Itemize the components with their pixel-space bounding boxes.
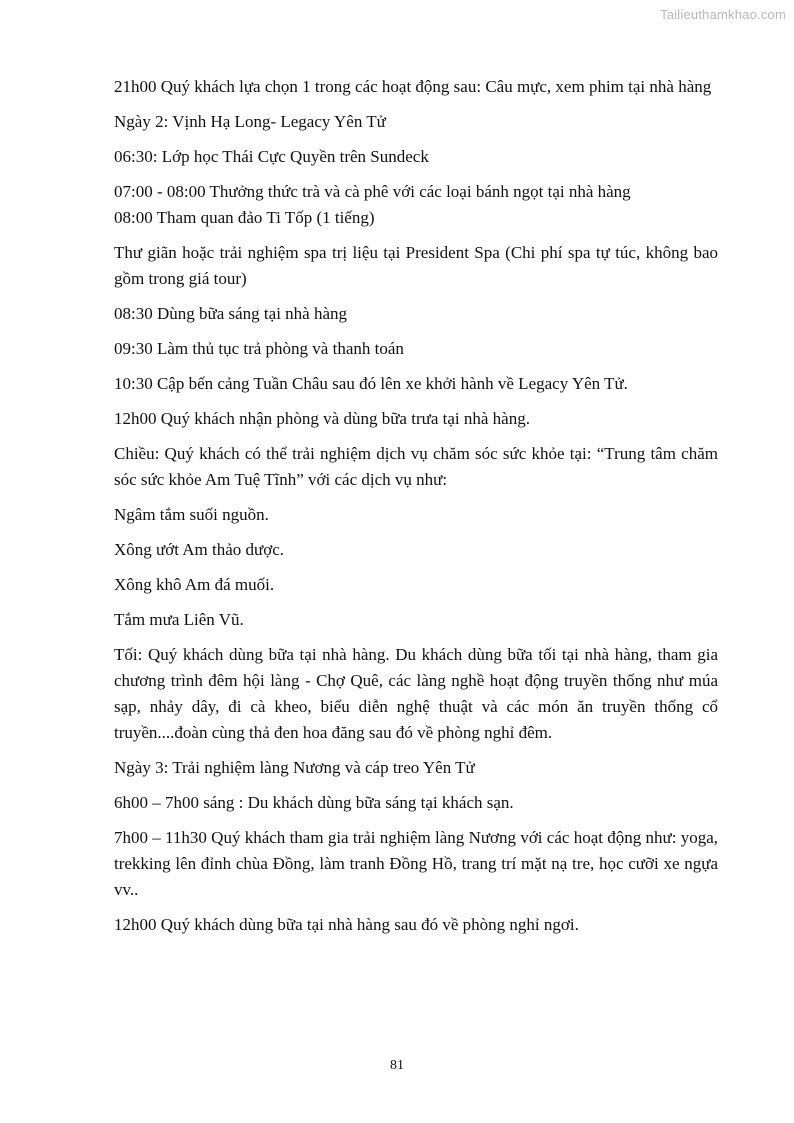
watermark-text: Tailieuthamkhao.com (660, 7, 786, 22)
paragraph-0830: 08:30 Dùng bữa sáng tại nhà hàng (114, 304, 348, 323)
paragraph-1030: 10:30 Cập bến cảng Tuần Châu sau đó lên xe khởi hành về Legacy Yên Tử. (114, 374, 628, 393)
paragraph-service-herbal-steam: Xông ướt Am thảo dược. (114, 540, 285, 559)
paragraph-service-hot-spring: Ngâm tắm suối nguồn. (114, 505, 269, 524)
paragraph-service-rain-shower: Tắm mưa Liên Vũ. (114, 610, 244, 629)
paragraph-evening: Tối: Quý khách dùng bữa tại nhà hàng. Du khách dùng bữa tối tại nhà hàng, tham gia chương trình đêm hội làng - Chợ Quê, các làng nghề hoạt động truyền thống như múa sạp, nhảy dây, đi cà kheo, biểu diễn nghệ thuật và các món ăn truyền thống cổ truyền....đoàn cùng thả đen hoa đăng sau đó về phòng nghỉ đêm. (114, 645, 718, 742)
page-number: 81 (390, 1058, 404, 1073)
paragraph-6h00-7h00: 6h00 – 7h00 sáng : Du khách dùng bữa sáng tại khách sạn. (114, 793, 514, 812)
paragraph-service-salt-sauna: Xông khô Am đá muối. (114, 575, 275, 594)
page-body (114, 74, 718, 947)
paragraph-21h00: 21h00 Quý khách lựa chọn 1 trong các hoạt động sau: Câu mực, xem phim tại nhà hàng (114, 77, 712, 96)
paragraph-0630: 06:30: Lớp học Thái Cực Quyền trên Sundeck (114, 147, 429, 166)
paragraph-12h00-checkin: 12h00 Quý khách nhận phòng và dùng bữa trưa tại nhà hàng. (114, 409, 530, 428)
paragraph-12h00-lunch: 12h00 Quý khách dùng bữa tại nhà hàng sau đó về phòng nghỉ ngơi. (114, 915, 579, 934)
paragraph-afternoon: Chiều: Quý khách có thể trải nghiệm dịch vụ chăm sóc sức khỏe tại: “Trung tâm chăm sóc sức khỏe Am Tuệ Tĩnh” với các dịch vụ như: (114, 444, 718, 489)
paragraph-spa: Thư giãn hoặc trải nghiệm spa trị liệu tại President Spa (Chi phí spa tự túc, không bao gồm trong giá tour) (114, 243, 718, 288)
paragraph-0930: 09:30 Làm thủ tục trả phòng và thanh toán (114, 339, 404, 358)
paragraph-7h00-11h30: 7h00 – 11h30 Quý khách tham gia trải nghiệm làng Nương với các hoạt động như: yoga, trekking lên đỉnh chùa Đồng, làm tranh Đồng Hồ, trang trí mặt nạ tre, học cưỡi xe ngựa vv.. (114, 828, 718, 899)
paragraph-0700-0800: 07:00 - 08:00 Thưởng thức trà và cà phê với các loại bánh ngọt tại nhà hàng (114, 182, 631, 201)
paragraph-0800: 08:00 Tham quan đảo Ti Tốp (1 tiếng) (114, 208, 375, 227)
paragraph-day-3-heading: Ngày 3: Trải nghiệm làng Nương và cáp treo Yên Tử (114, 758, 475, 777)
paragraph-day-2-heading: Ngày 2: Vịnh Hạ Long- Legacy Yên Tử (114, 112, 386, 131)
